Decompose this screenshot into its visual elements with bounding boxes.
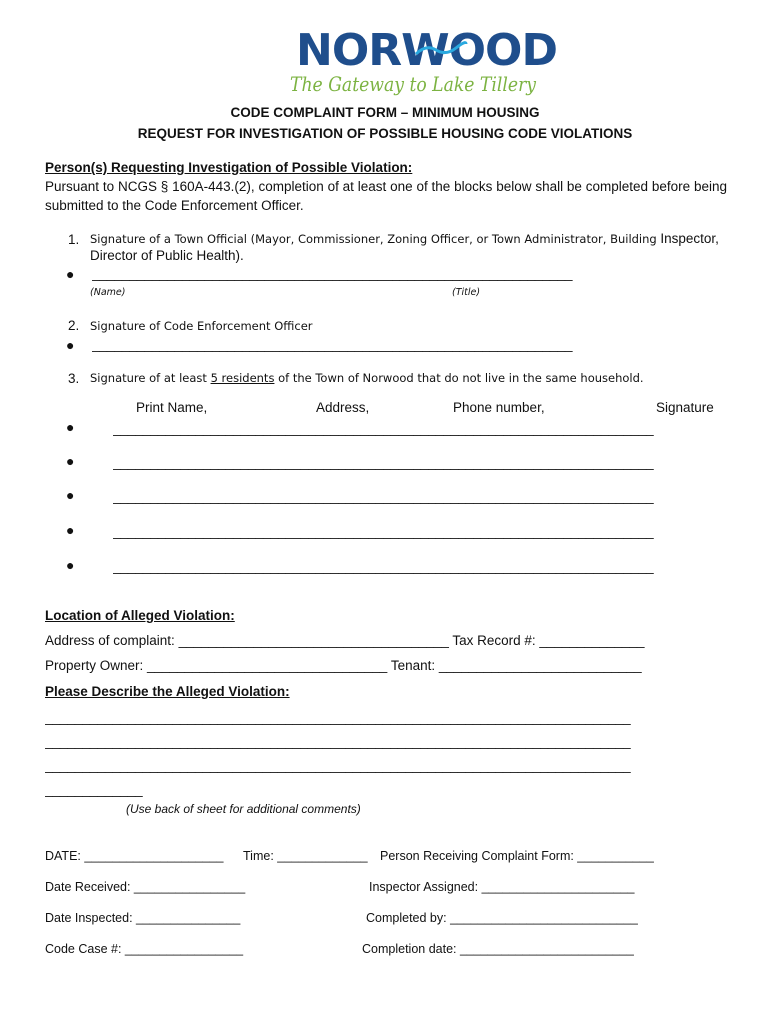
wave-icon [412,36,468,64]
form-subtitle: REQUEST FOR INVESTIGATION OF POSSIBLE HOUSING CODE VIOLATIONS [137,126,633,141]
resident-line[interactable]: ________________________________________________________________________ [113,524,654,539]
inspector-assigned-field[interactable]: Inspector Assigned: ______________________ [369,880,635,894]
block3-text-pre: Signature of at least [90,371,211,385]
address-label: Address of complaint: [45,633,179,648]
owner-input[interactable]: ________________________________ [147,658,388,673]
resident-line[interactable]: ________________________________________________________________________ [113,421,654,436]
header-address: Address, [316,400,370,415]
bullet: ● [66,557,75,573]
block1-text-a: Signature of a Town Official (Mayor, Commissioner, Zoning Officer, or Town Administrator, Building [90,232,661,246]
describe-line-short[interactable]: _____________ [45,782,143,797]
header-print-name: Print Name, [136,400,208,415]
back-of-sheet-note: (Use back of sheet for additional comments) [126,802,361,816]
block3-text-post: of the Town of Norwood that do not live in the same household. [274,371,644,385]
logo-wordmark: NORWOOD [296,25,557,76]
logo-tagline: The Gateway to Lake Tillery [290,72,537,96]
owner-row [45,658,727,673]
describe-line[interactable]: ______________________________________________________________________________ [45,734,631,749]
resident-line[interactable]: ________________________________________________________________________ [113,489,654,504]
resident-line[interactable]: ________________________________________________________________________ [113,455,654,470]
completed-by-field[interactable]: Completed by: ___________________________ [366,911,638,925]
block2-number: 2. [68,318,80,333]
block3-number: 3. [68,371,80,386]
tenant-label: Tenant: [387,658,439,673]
name-label: (Name) [90,287,126,298]
bullet: ● [66,487,75,503]
block1-number: 1. [68,232,80,247]
person-receiving-field[interactable]: Person Receiving Complaint Form: ___________ [380,849,654,863]
address-row [45,633,727,648]
tax-record-input[interactable]: ______________ [539,633,645,648]
date-inspected-field[interactable]: Date Inspected: _______________ [45,911,241,925]
block1-signature-line[interactable]: ________________________________________________________________ [92,266,573,281]
requesting-heading: Person(s) Requesting Investigation of Possible Violation: [45,160,413,175]
bullet: ● [66,337,75,353]
location-heading: Location of Alleged Violation: [45,608,235,623]
requesting-intro: Pursuant to NCGS § 160A-443.(2), completion of at least one of the blocks below shall be completed before being submitted to the Code Enforcement Officer. [45,179,727,213]
block3-text-underlined: 5 residents [210,371,275,385]
form-title: CODE COMPLAINT FORM – MINIMUM HOUSING [230,105,540,120]
block1-text [90,231,719,246]
bullet: ● [66,266,75,282]
bullet: ● [66,453,75,469]
address-input[interactable]: ____________________________________ [178,633,449,648]
block2-text: Signature of Code Enforcement Officer [90,319,313,333]
describe-heading: Please Describe the Alleged Violation: [45,684,290,699]
bullet: ● [66,419,75,435]
header-phone: Phone number, [453,400,545,415]
date-received-field[interactable]: Date Received: ________________ [45,880,246,894]
block2-signature-line[interactable]: ________________________________________________________________ [92,337,573,352]
block1-text-b: Inspector, [660,231,719,246]
date-field[interactable]: DATE: ____________________ [45,849,224,863]
tenant-input[interactable]: ___________________________ [438,658,642,673]
title-label: (Title) [452,287,481,298]
norwood-logo [284,25,557,106]
resident-line[interactable]: ________________________________________________________________________ [113,559,654,574]
time-field[interactable]: Time: _____________ [243,849,368,863]
describe-line[interactable]: ______________________________________________________________________________ [45,710,631,725]
header-signature: Signature [656,400,714,415]
tax-record-label: Tax Record #: [448,633,540,648]
code-case-field[interactable]: Code Case #: _________________ [45,942,244,956]
owner-label: Property Owner: [45,658,148,673]
block1-text-c: Director of Public Health). [90,248,244,263]
block3-text [90,371,644,385]
bullet: ● [66,522,75,538]
completion-date-field[interactable]: Completion date: _________________________ [362,942,634,956]
describe-line[interactable]: ______________________________________________________________________________ [45,758,631,773]
